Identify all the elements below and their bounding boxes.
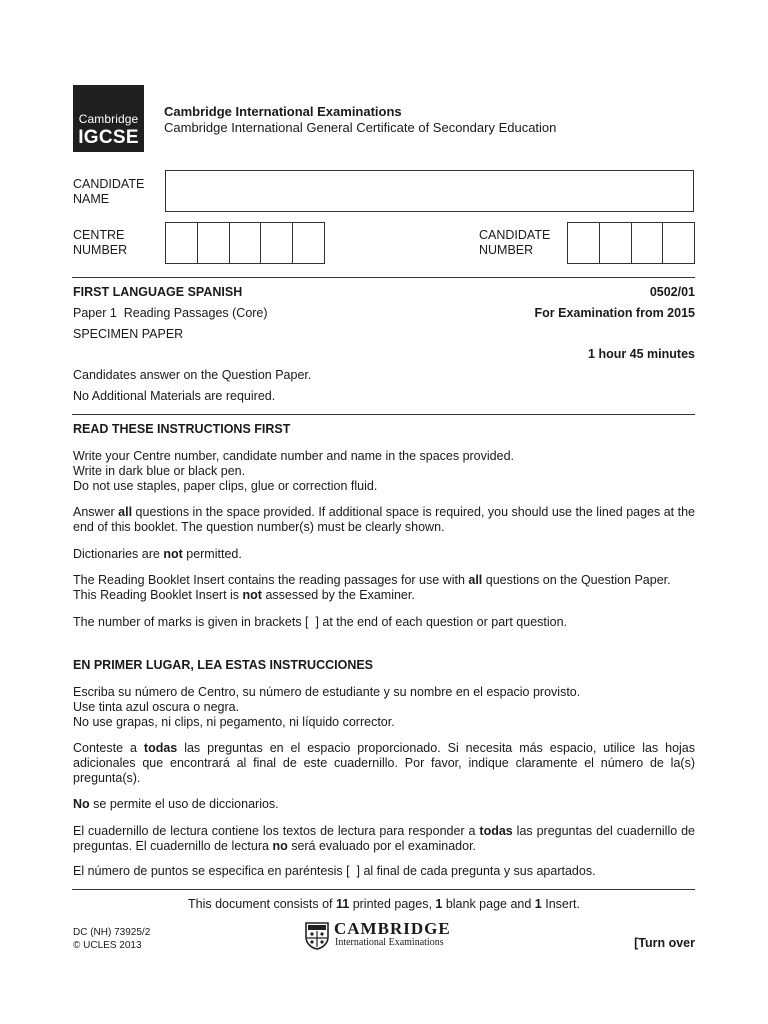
divider (72, 414, 695, 415)
page-count: This document consists of 11 printed pages, 1 blank page and 1 Insert. (188, 897, 580, 911)
cambridge-brand-sub: International Examinations (335, 937, 444, 948)
instructions-es-p3: No se permite el uso de diccionarios. (73, 797, 279, 811)
centre-number-label: CENTRE NUMBER (73, 228, 128, 257)
qualification-name: Cambridge International General Certificate of Secondary Education (164, 120, 557, 135)
duration: 1 hour 45 minutes (588, 347, 695, 361)
instructions-es-p2: Conteste a todas las preguntas en el espacio proporcionado. Si necesita más espacio, utilice las hojas adicionales que encontrará al final de este cuadernillo. Por favor, indique claramente el número de la(s) pregunta(s). (73, 741, 696, 785)
instructions-en-p1: Write your Centre number, candidate number and name in the spaces provided. Write in dark blue or black pen. Do not use staples, paper clips, glue or correction fluid. (73, 449, 514, 493)
candidate-number-cell[interactable] (663, 223, 694, 263)
candidate-name-label: CANDIDATE NAME (73, 177, 145, 206)
copyright: © UCLES 2013 (73, 940, 142, 951)
instructions-en-p3: Dictionaries are not permitted. (73, 547, 242, 561)
candidate-name-box[interactable] (165, 170, 694, 212)
candidate-number-boxes[interactable] (567, 222, 695, 264)
document-codes (73, 926, 150, 952)
exam-from: For Examination from 2015 (534, 306, 695, 320)
cambridge-crest-icon (305, 922, 329, 950)
answer-on: Candidates answer on the Question Paper. (73, 368, 312, 382)
centre-number-boxes[interactable] (165, 222, 325, 264)
paper-title: Paper 1 Reading Passages (Core) (73, 306, 268, 320)
instructions-es-p1: Escriba su número de Centro, su número de estudiante y su nombre en el espacio provisto. Use tinta azul oscura o negra. No use grapas, ni clips, ni pegamento, ni líquido corrector. (73, 685, 581, 729)
turn-over: [Turn over (634, 936, 695, 950)
centre-number-cell[interactable] (230, 223, 262, 263)
cambridge-igcse-logo (73, 85, 144, 152)
candidate-number-cell[interactable] (568, 223, 600, 263)
instructions-heading-en: READ THESE INSTRUCTIONS FIRST (73, 422, 291, 436)
centre-number-cell[interactable] (293, 223, 324, 263)
materials: No Additional Materials are required. (73, 389, 276, 403)
instructions-es-p4: El cuadernillo de lectura contiene los textos de lectura para responder a todas las preguntas del cuadernillo de preguntas. El cuadernillo de lectura no será evaluado por el examinador. (73, 824, 696, 853)
dc-code: DC (NH) 73925/2 (73, 927, 151, 938)
divider (72, 889, 695, 890)
logo-line1: Cambridge (78, 112, 139, 126)
cambridge-brand: CAMBRIDGE (334, 919, 451, 938)
instructions-es-p5: El número de puntos se especifica en paréntesis [ ] al final de cada pregunta y sus apartados. (73, 864, 596, 878)
logo-line2: IGCSE (78, 127, 139, 148)
org-name: Cambridge International Examinations (164, 104, 402, 119)
paper-code: 0502/01 (649, 285, 695, 299)
instructions-en-p4: The Reading Booklet Insert contains the reading passages for use with all questions on the Question Paper. This Reading Booklet Insert is not assessed by the Examiner. (73, 573, 671, 602)
instructions-heading-es: EN PRIMER LUGAR, LEA ESTAS INSTRUCCIONES (73, 658, 374, 672)
centre-number-cell[interactable] (198, 223, 230, 263)
subject-title: FIRST LANGUAGE SPANISH (73, 285, 243, 299)
paper-type: SPECIMEN PAPER (73, 327, 184, 341)
candidate-number-cell[interactable] (600, 223, 632, 263)
instructions-en-p2: Answer all questions in the space provided. If additional space is required, you should use the lined pages at the end of this booklet. The question number(s) must be clearly shown. (73, 505, 696, 534)
centre-number-cell[interactable] (261, 223, 293, 263)
candidate-number-cell[interactable] (632, 223, 664, 263)
centre-number-cell[interactable] (166, 223, 198, 263)
instructions-en-p5: The number of marks is given in brackets [ ] at the end of each question or part question. (73, 615, 568, 629)
candidate-number-label: CANDIDATE NUMBER (479, 228, 551, 257)
divider (72, 277, 695, 278)
